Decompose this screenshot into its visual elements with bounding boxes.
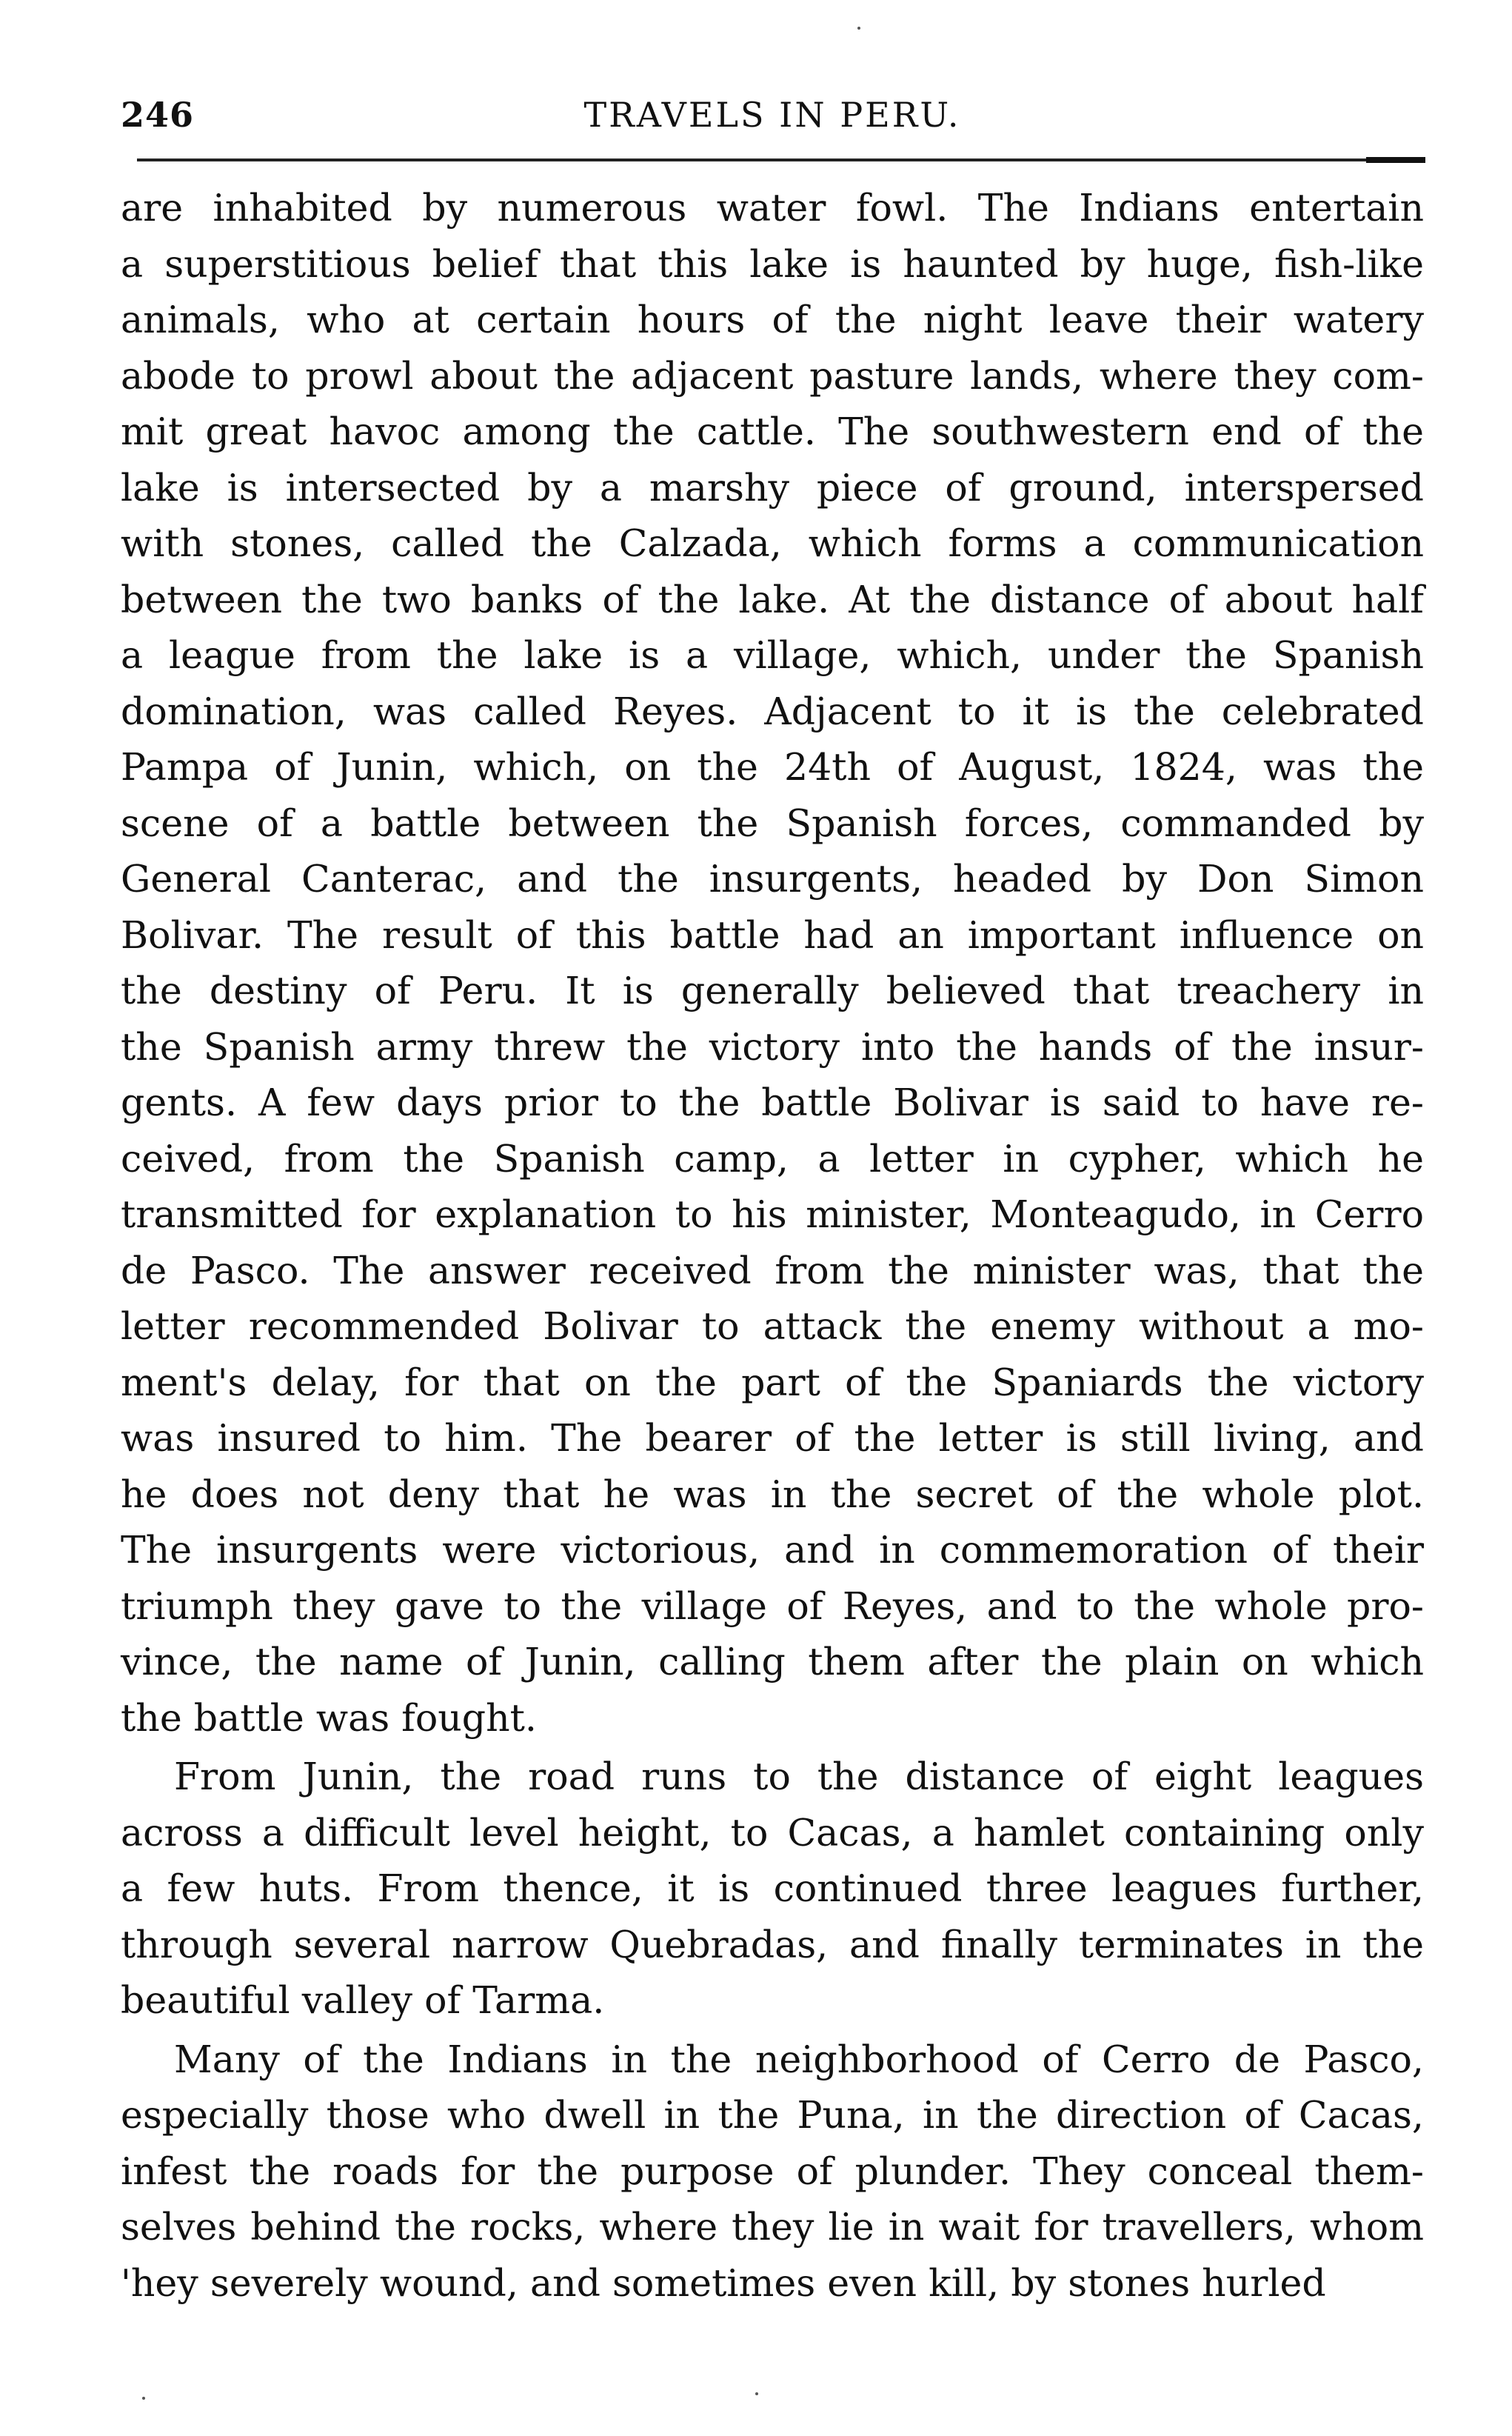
header-rule bbox=[137, 158, 1425, 161]
text-line: transmitted for explanation to his minister, Monteagudo, in Cerro bbox=[121, 1192, 1424, 1236]
text-line: ceived, from the Spanish camp, a letter in cypher, which he bbox=[121, 1136, 1424, 1181]
paragraph-2 bbox=[121, 1749, 1424, 2029]
text-line: was insured to him. The bearer of the letter is still living, and bbox=[121, 1416, 1424, 1460]
text-line: the battle was fought. bbox=[121, 1695, 537, 1740]
text-line: the destiny of Peru. It is generally believed that treachery in bbox=[121, 969, 1424, 1012]
text-line: Bolivar. The result of this battle had an important influence on bbox=[121, 912, 1424, 957]
text-line: 'hey severely wound, and sometimes even kill, by stones hurled bbox=[121, 2260, 1326, 2305]
text-line: Pampa of Junin, which, on the 24th of August, 1824, was the bbox=[121, 745, 1424, 789]
text-line: selves behind the rocks, where they lie in wait for travellers, whom bbox=[121, 2205, 1424, 2249]
text-line: he does not deny that he was in the secret of the whole plot. bbox=[121, 1472, 1424, 1516]
text-line: letter recommended Bolivar to attack the enemy without a mo- bbox=[121, 1304, 1424, 1348]
text-line: the Spanish army threw the victory into the hands of the insur- bbox=[121, 1024, 1424, 1069]
paragraph-3 bbox=[121, 2032, 1424, 2312]
paper-speck bbox=[755, 2392, 758, 2395]
text-line: a league from the lake is a village, which, under the Spanish bbox=[121, 633, 1424, 677]
text-line: Many of the Indians in the neighborhood of Cerro de Pasco, bbox=[174, 2037, 1424, 2081]
header-rule-end bbox=[1366, 157, 1425, 163]
paper-speck bbox=[142, 2397, 145, 2400]
text-line: de Pasco. The answer received from the minister was, that the bbox=[121, 1248, 1424, 1292]
text-line: with stones, called the Calzada, which forms a communication bbox=[121, 521, 1424, 565]
text-line: lake is intersected by a marshy piece of ground, interspersed bbox=[121, 465, 1424, 510]
text-line: across a difficult level height, to Cacas, a hamlet containing only bbox=[121, 1810, 1424, 1855]
text-line: animals, who at certain hours of the night leave their watery bbox=[121, 298, 1424, 341]
running-title: TRAVELS IN PERU. bbox=[583, 95, 961, 135]
text-line: beautiful valley of Tarma. bbox=[121, 1978, 605, 2022]
text-line: scene of a battle between the Spanish forces, commanded by bbox=[121, 801, 1424, 845]
body-text bbox=[121, 180, 1424, 2311]
text-line: through several narrow Quebradas, and finally terminates in the bbox=[121, 1922, 1424, 1966]
text-line: triumph they gave to the village of Reyes, and to the whole pro- bbox=[121, 1584, 1424, 1628]
text-line: domination, was called Reyes. Adjacent to it is the celebrated bbox=[121, 689, 1424, 733]
text-line: vince, the name of Junin, calling them after the plain on which bbox=[121, 1640, 1424, 1683]
text-line: are inhabited by numerous water fowl. The Indians entertain bbox=[121, 186, 1424, 230]
text-line: ment's delay, for that on the part of the Spaniards the victory bbox=[121, 1360, 1424, 1404]
running-head bbox=[121, 95, 1424, 147]
text-line: From Junin, the road runs to the distance of eight leagues bbox=[174, 1755, 1424, 1798]
paper-speck bbox=[857, 27, 860, 30]
page-number: 246 bbox=[121, 95, 195, 135]
text-line: abode to prowl about the adjacent pasture lands, where they com- bbox=[121, 353, 1424, 398]
text-line: infest the roads for the purpose of plunder. They conceal them- bbox=[121, 2149, 1424, 2193]
text-line: a superstitious belief that this lake is haunted by huge, fish-like bbox=[121, 241, 1424, 286]
paragraph-1 bbox=[121, 180, 1424, 1746]
text-line: between the two banks of the lake. At the distance of about half bbox=[121, 577, 1424, 621]
text-line: a few huts. From thence, it is continued three leagues further, bbox=[121, 1866, 1424, 1910]
text-line: mit great havoc among the cattle. The southwestern end of the bbox=[121, 410, 1424, 453]
text-line: especially those who dwell in the Puna, in the direction of Cacas, bbox=[121, 2093, 1424, 2137]
text-line: The insurgents were victorious, and in commemoration of their bbox=[121, 1528, 1424, 1572]
text-line: gents. A few days prior to the battle Bolivar is said to have re- bbox=[121, 1081, 1424, 1124]
text-line: General Canterac, and the insurgents, headed by Don Simon bbox=[121, 857, 1424, 901]
